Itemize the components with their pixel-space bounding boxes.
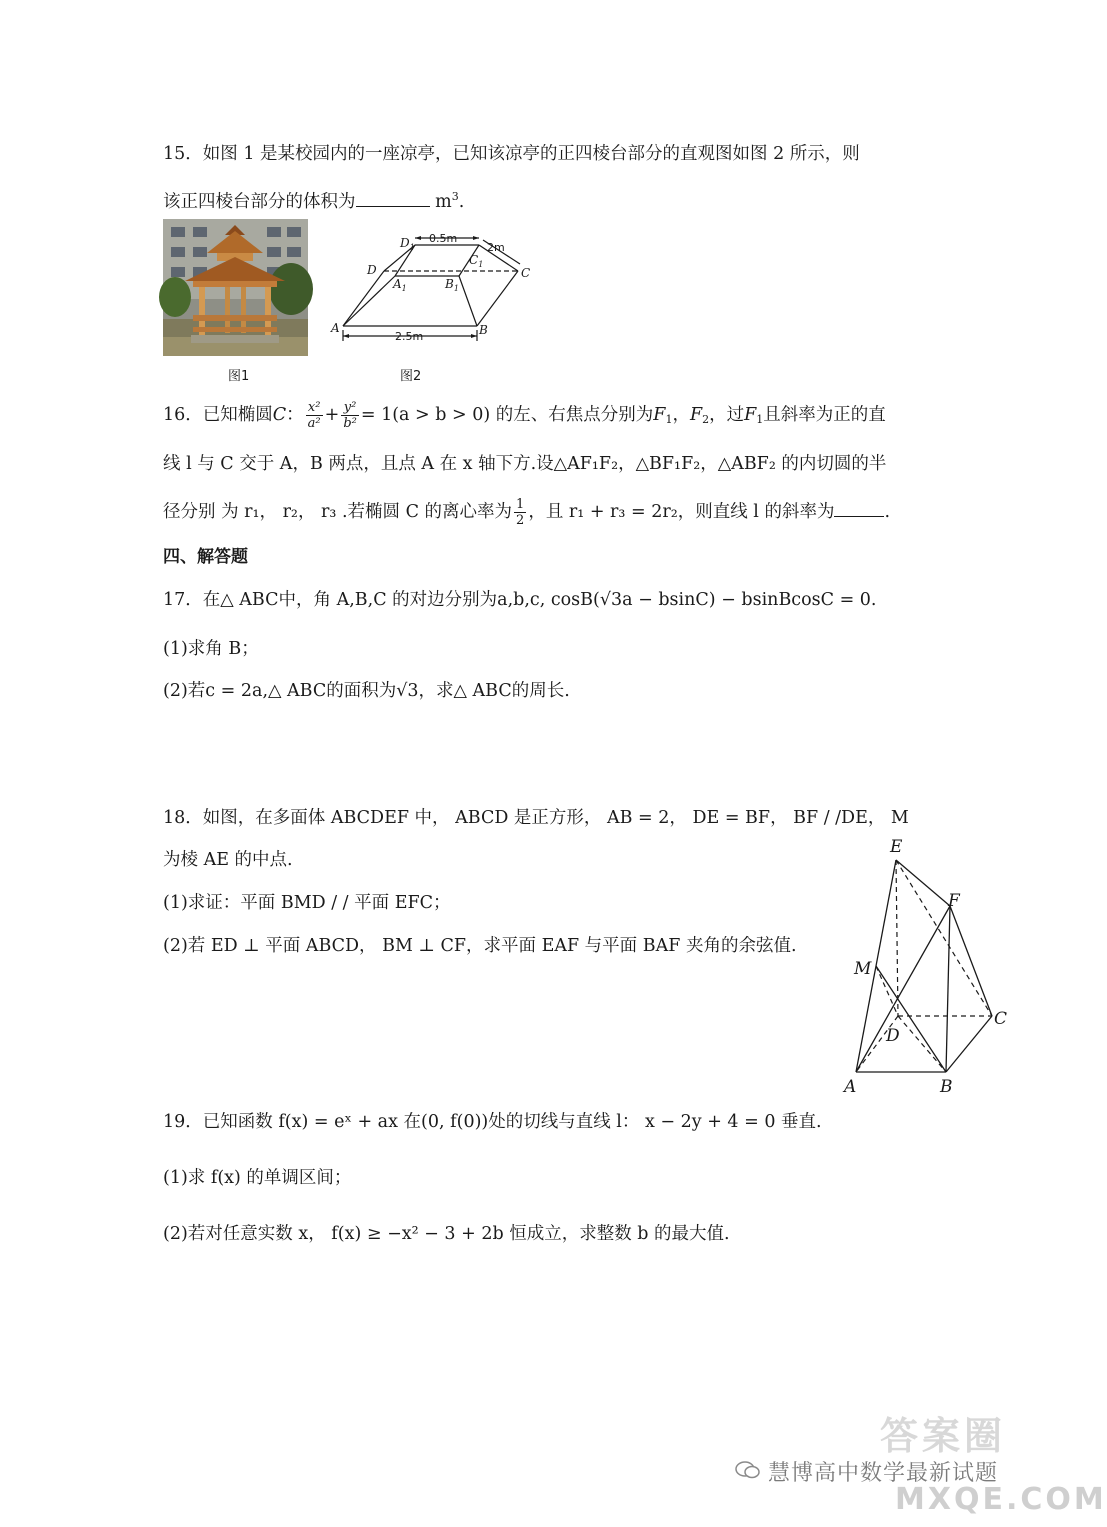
fraction-y2-b2	[341, 400, 359, 431]
label-D1-sub: 1	[409, 243, 415, 252]
q15-line2-text: 该正四棱台部分的体积为	[163, 192, 356, 212]
plus-sign: +	[324, 405, 340, 425]
q17-part1: (1)求角 B；	[163, 639, 259, 659]
q16-l1-f: 且斜率为正的直	[763, 405, 886, 425]
svg-text:A1	[392, 277, 407, 293]
label-B1: B	[445, 277, 454, 291]
q16-l1-d: = 1(a > b > 0) 的左、右焦点分别为	[360, 405, 654, 425]
q18-stem-line2: 为棱 AE 的中点.	[163, 850, 293, 870]
answer-blank	[356, 192, 430, 207]
q16-l1-c: ：	[286, 405, 304, 425]
label-A: A	[331, 321, 340, 335]
svg-text:D1	[399, 236, 415, 252]
frustum-diagram	[325, 228, 535, 348]
wechat-icon	[735, 1460, 761, 1484]
svg-text:B1	[444, 277, 459, 293]
label-M: M	[854, 959, 872, 979]
pavilion-photo	[163, 219, 308, 356]
q16-l1-a: 16．已知椭圆	[163, 405, 273, 425]
unit-exponent: 3	[451, 190, 459, 203]
label-E: E	[890, 837, 903, 857]
label-D1: D	[400, 236, 410, 250]
label-F: F	[948, 891, 960, 911]
F1-again: F	[744, 405, 757, 425]
label-A: A	[844, 1077, 857, 1097]
watermark-site: MXQE.COM	[895, 1482, 1107, 1517]
unit: m	[435, 192, 452, 212]
q19-part2: (2)若对任意实数 x， f(x) ≥ −x² − 3 + 2b 恒成立，求整数 b 的最大值.	[163, 1224, 730, 1244]
label-top-length: 0.5m	[429, 232, 458, 245]
q16-l1-e: ，过	[709, 405, 745, 425]
half-den: 2	[516, 513, 525, 528]
label-C: C	[521, 266, 531, 280]
q18-stem-line1: 18．如图，在多面体 ABCDEF 中， ABCD 是正方形， AB = 2， DE = BF， BF / /DE， M	[163, 808, 909, 828]
frac1-den: a²	[307, 416, 321, 431]
label-slant-length: 2m	[487, 241, 505, 254]
frac2-num: y²	[341, 400, 359, 416]
label-A1-sub: 1	[401, 284, 407, 293]
fig1-caption: 图1	[228, 369, 250, 384]
q16-line3	[163, 496, 890, 528]
label-A1: A	[393, 277, 402, 291]
label-B: B	[940, 1077, 953, 1097]
fraction-x2-a2	[306, 400, 323, 431]
F1-again-sub: 1	[756, 413, 764, 426]
F1-sub: 1	[665, 413, 673, 426]
q16-line2: 线 l 与 C 交于 A，B 两点，且点 A 在 x 轴下方.设△AF₁F₂，△BF₁F₂，△ABF₂ 的内切圆的半	[163, 454, 887, 474]
q18-part1: (1)求证：平面 BMD / / 平面 EFC；	[163, 893, 451, 913]
half-num: 1	[516, 497, 525, 512]
F1: F	[653, 405, 666, 425]
q16-l3-a: 径分别 为 r₁， r₂， r₃ .若椭圆 C 的离心率为	[163, 502, 513, 522]
label-B: B	[479, 323, 488, 337]
label-D: D	[367, 263, 377, 277]
q16-l3-b: ，且 r₁ + r₃ = 2r₂，则直线 l 的斜率为	[528, 502, 835, 522]
watermark-text: 慧博高中数学最新试题	[768, 1461, 999, 1486]
label-C1-sub: 1	[478, 260, 484, 269]
comma: ，	[672, 405, 690, 425]
polyhedron-diagram	[840, 832, 1020, 1100]
svg-text:C1	[469, 253, 483, 269]
F2: F	[689, 405, 703, 425]
q15-line2	[163, 185, 464, 214]
F2-sub: 2	[702, 413, 710, 426]
q15-line1: 15．如图 1 是某校园内的一座凉亭，已知该凉亭的正四棱台部分的直观图如图 2 所示，则	[163, 144, 860, 164]
q16-l1-b: C	[272, 405, 287, 425]
q19-part1: (1)求 f(x) 的单调区间；	[163, 1168, 352, 1188]
label-C1: C	[469, 253, 479, 267]
answer-blank-slope	[834, 502, 884, 517]
frac1-num: x²	[306, 400, 323, 416]
fraction-one-half	[514, 497, 526, 528]
label-B1-sub: 1	[453, 284, 459, 293]
label-D: D	[886, 1026, 900, 1046]
q19-stem: 19．已知函数 f(x) = eˣ + ax 在(0, f(0))处的切线与直线 l： x − 2y + 4 = 0 垂直.	[163, 1112, 822, 1132]
label-C: C	[994, 1009, 1008, 1029]
q17-part2: (2)若c = 2a,△ ABC的面积为√3，求△ ABC的周长.	[163, 681, 570, 701]
fig2-caption: 图2	[400, 369, 422, 384]
label-bottom-length: 2.5m	[395, 330, 424, 343]
q17-stem: 17．在△ ABC中，角 A,B,C 的对边分别为a,b,c, cosB(√3a − bsinC) − bsinBcosC = 0.	[163, 590, 877, 610]
frac2-den: b²	[343, 416, 357, 431]
q16-line1	[163, 400, 886, 435]
watermark-stamp: 答案圈	[880, 1414, 1007, 1458]
q16-l3-end: .	[884, 502, 891, 522]
q15-line2-end: .	[458, 192, 465, 212]
section-heading: 四、解答题	[163, 547, 248, 567]
q18-part2: (2)若 ED ⊥ 平面 ABCD， BM ⊥ CF，求平面 EAF 与平面 BAF 夹角的余弦值.	[163, 936, 797, 956]
